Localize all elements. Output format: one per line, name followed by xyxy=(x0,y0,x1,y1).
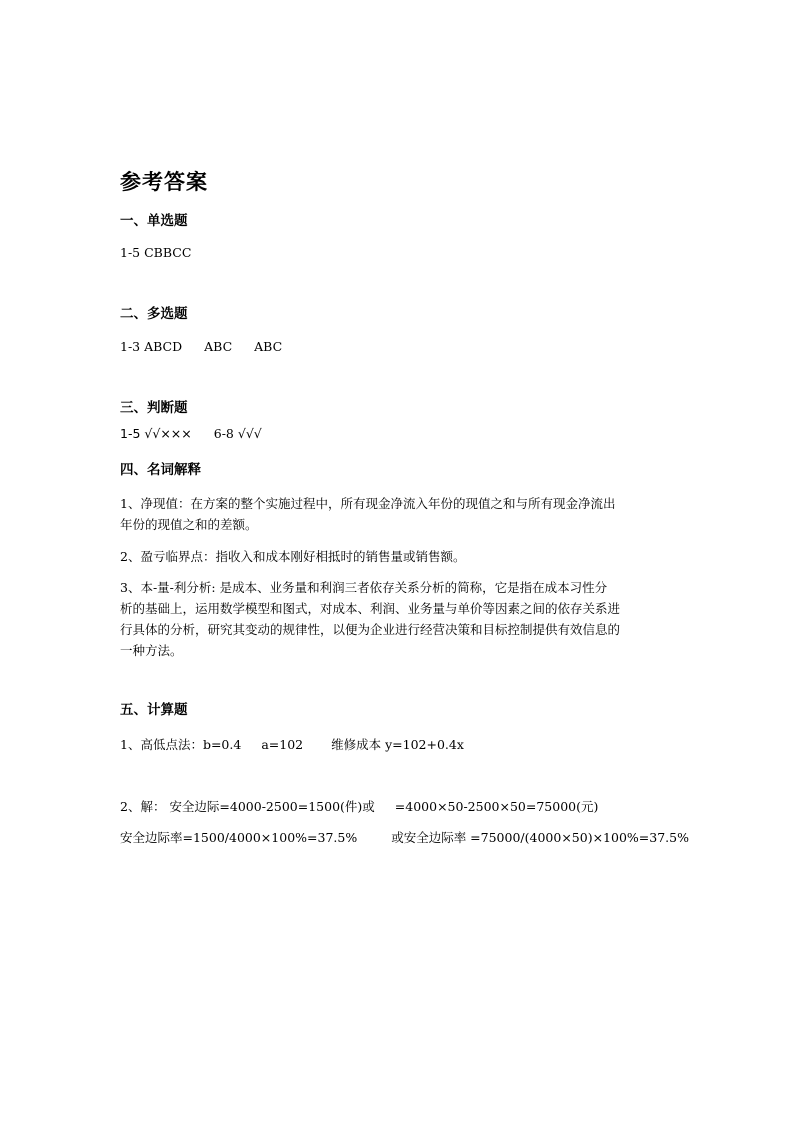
calculation-q1-a: a=102 xyxy=(261,737,304,752)
term-definition-line: 一种方法。 xyxy=(120,643,183,658)
multiple-choice-answer: ABC xyxy=(254,339,283,354)
calculation-q2-part: =4000×50-2500×50=75000(元) xyxy=(394,799,599,814)
term-definition-line: 析的基础上，运用数学模型和图式，对成本、利润、业务量与单价等因素之间的依存关系进 xyxy=(120,601,621,616)
section-heading-calculation: 五、计算题 xyxy=(120,702,188,718)
term-definition-line: 1、净现值：在方案的整个实施过程中，所有现金净流入年份的现值之和与所有现金净流出 xyxy=(120,496,616,511)
section-heading-single-choice: 一、单选题 xyxy=(120,213,188,229)
calculation-q2-line2 xyxy=(120,828,689,846)
section-heading-multiple-choice: 二、多选题 xyxy=(120,306,188,322)
calculation-q2-part: 2、解： 安全边际=4000-2500=1500(件)或 xyxy=(120,799,375,814)
calculation-q1-cost: 维修成本 y=102+0.4x xyxy=(331,737,464,752)
calculation-q2-part: 或安全边际率 =75000/(4000×50)×100%=37.5% xyxy=(391,830,689,845)
calculation-q1 xyxy=(120,735,464,753)
calculation-q2-line1 xyxy=(120,797,598,815)
true-false-answers xyxy=(120,426,262,441)
term-definition-line: 行具体的分析，研究其变动的规律性，以便为企业进行经营决策和目标控制提供有效信息的 xyxy=(120,622,621,637)
calculation-q1-b: 1、高低点法：b=0.4 xyxy=(120,737,242,752)
single-choice-answer: 1-5 CBBCC xyxy=(120,245,192,260)
multiple-choice-answers xyxy=(120,339,282,354)
section-heading-terms: 四、名词解释 xyxy=(120,462,201,478)
term-definition-line: 2、盈亏临界点：指收入和成本刚好相抵时的销售量或销售额。 xyxy=(120,549,466,564)
true-false-answer: 6-8 √√√ xyxy=(213,426,262,441)
true-false-answer: 1-5 √√××× xyxy=(120,426,192,441)
section-heading-true-false: 三、判断题 xyxy=(120,400,188,416)
multiple-choice-answer: 1-3 ABCD xyxy=(120,339,183,354)
page-title: 参考答案 xyxy=(120,170,208,194)
calculation-q2-part: 安全边际率=1500/4000×100%=37.5% xyxy=(120,830,358,845)
multiple-choice-answer: ABC xyxy=(204,339,233,354)
term-definition-line: 年份的现值之和的差额。 xyxy=(120,517,258,532)
term-definition-line: 3、本-量-利分析: 是成本、业务量和利润三者依存关系分析的简称，它是指在成本习性分 xyxy=(120,580,608,595)
